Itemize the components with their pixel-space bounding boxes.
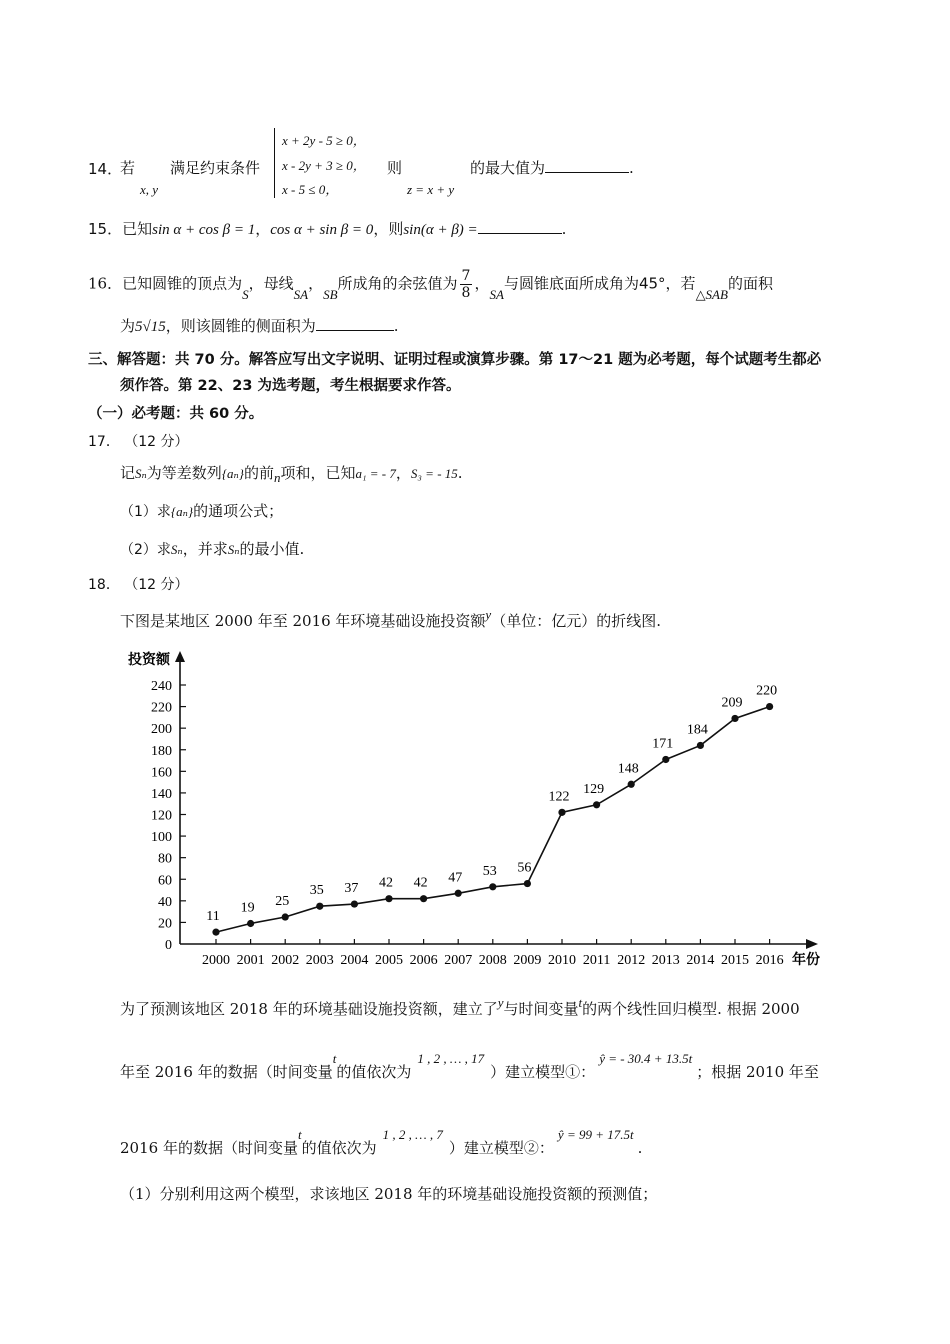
data-point: [766, 703, 773, 710]
data-point: [558, 809, 565, 816]
q14-ruo: 若: [120, 159, 136, 177]
y-tick-label: 0: [165, 938, 172, 953]
x-tick-label: 2012: [617, 953, 646, 968]
y-axis-arrow: [175, 651, 185, 662]
data-point: [420, 895, 427, 902]
data-label: 35: [309, 883, 324, 899]
x-tick-label: 2011: [582, 953, 611, 968]
q16-answer-blank: [316, 316, 394, 331]
data-label: 37: [344, 881, 359, 897]
data-label: 122: [548, 789, 570, 805]
x-tick-label: 2013: [651, 953, 680, 968]
q16-line-2: 为5√15，则该圆锥的侧面积为 .: [120, 317, 399, 335]
q18-para-1: 为了预测该地区 2018 年的环境基础设施投资额，建立了y与时间变量t的两个线性回归模型. 根据 2000: [120, 995, 800, 1018]
x-tick-label: 2000: [202, 953, 230, 968]
y-tick-label: 240: [151, 679, 172, 694]
x-tick-label: 2016: [755, 953, 784, 968]
q14-number: 14．: [88, 160, 123, 178]
data-label: 11: [206, 909, 220, 925]
q17-part-2: （2）求Sₙ，并求Sₙ的最小值.: [120, 540, 305, 558]
y-tick-label: 160: [151, 765, 172, 781]
x-axis-arrow: [806, 939, 818, 949]
q18-intro: 下图是某地区 2000 年至 2016 年环境基础设施投资额y（单位：亿元）的折线图.: [120, 607, 661, 630]
x-tick-label: 2001: [236, 953, 265, 968]
y-tick-label: 180: [151, 743, 172, 759]
data-label: 184: [686, 722, 708, 738]
data-label: 209: [721, 695, 743, 711]
data-point: [489, 883, 496, 890]
data-label: 19: [240, 900, 255, 916]
q16-line-1: 16．已知圆锥的顶点为S，母线SA，SB所成角的余弦值为 $\frac{7}{8}$ ，SA与圆锥底面所成角为45°，若△SAB的面积: [88, 268, 773, 302]
x-tick-label: 2005: [375, 953, 403, 968]
q14-vars: x, y: [140, 182, 159, 197]
y-tick-label: 120: [151, 808, 172, 824]
data-label: 42: [379, 875, 393, 891]
y-tick-label: 140: [151, 786, 172, 802]
q16-fraction: $\frac{7}{8}$: [461, 268, 471, 301]
q18-para-2: 年至 2016 年的数据（时间变量t的值依次为1 , 2 , … , 17）建立模型①：ŷ = - 30.4 + 13.5t；根据 2010 年至: [120, 1051, 819, 1081]
q17-part-1: （1）求{aₙ}的通项公式；: [120, 502, 284, 520]
q14-objective: z = x + y: [407, 182, 455, 197]
data-label: 129: [583, 781, 605, 797]
data-point: [662, 756, 669, 763]
section3-line-2: 须作答。第 22、23 为选考题，考生根据要求作答。: [120, 378, 461, 394]
q18-head: 18． （12 分）: [88, 577, 189, 593]
data-label: 47: [448, 870, 463, 886]
q14-tail: 的最大值为 .: [470, 159, 634, 177]
data-point: [316, 903, 323, 910]
y-tick-label: 60: [158, 873, 172, 889]
x-tick-label: 2010: [548, 953, 576, 968]
q15-answer-blank: [478, 219, 562, 234]
q17-head: 17． （12 分）: [88, 434, 189, 450]
q14-constraint-3: x - 5 ≤ 0，: [282, 182, 339, 197]
y-tick-label: 80: [158, 851, 172, 867]
x-tick-label: 2007: [444, 953, 473, 968]
q17-statement: 记Sₙ为等差数列{aₙ}的前n项和，已知a₁ = - 7，S₃ = - 15.: [120, 464, 463, 485]
q14-ze: 则: [387, 159, 403, 177]
data-point: [247, 920, 254, 927]
data-point: [455, 890, 462, 897]
y-tick-label: 200: [151, 722, 172, 738]
x-tick-label: 2004: [340, 953, 369, 968]
data-point: [628, 781, 635, 788]
data-label: 56: [517, 860, 532, 876]
q14-brace: [274, 128, 275, 198]
x-tick-label: 2015: [721, 953, 749, 968]
data-label: 148: [617, 761, 639, 777]
x-axis-title: 年份: [792, 953, 820, 968]
data-label: 171: [652, 736, 674, 752]
section3-sub: （一）必考题：共 60 分。: [88, 406, 264, 422]
data-label: 25: [275, 894, 290, 910]
q14-cond-label: 满足约束条件: [170, 159, 261, 177]
q14-answer-blank: [545, 158, 629, 173]
x-tick-label: 2008: [478, 953, 507, 968]
data-point: [697, 742, 704, 749]
y-tick-label: 220: [151, 700, 172, 716]
data-label: 42: [413, 875, 428, 891]
data-point: [524, 880, 531, 887]
section3-line-1: 三、解答题：共 70 分。解答应写出文字说明、证明过程或演算步骤。第 17～21 题为必考题，每个试题考生都必: [88, 352, 822, 368]
x-tick-label: 2002: [271, 953, 300, 968]
q18-para-3: 2016 年的数据（时间变量t的值依次为1 , 2 , … , 7）建立模型②：ŷ = 99 + 17.5t.: [120, 1127, 643, 1157]
x-tick-label: 2014: [686, 953, 715, 968]
data-point: [282, 913, 289, 920]
series-line: [216, 707, 770, 933]
q15-line: 15．已知sin α + cos β = 1，cos α + sin β = 0，则sin(α + β) = .: [88, 220, 567, 238]
y-tick-label: 40: [158, 894, 172, 910]
data-point: [731, 715, 738, 722]
y-tick-label: 100: [151, 830, 172, 846]
data-point: [212, 929, 219, 936]
data-point: [593, 801, 600, 808]
y-axis-title: 投资额: [128, 653, 170, 668]
y-tick-label: 20: [158, 916, 172, 932]
q14-constraint-2: x - 2y + 3 ≥ 0，: [282, 158, 366, 173]
x-tick-label: 2009: [513, 953, 542, 968]
investment-line-chart: [120, 645, 840, 975]
data-label: 220: [756, 683, 778, 699]
q18-sub-1: （1）分别利用这两个模型，求该地区 2018 年的环境基础设施投资额的预测值；: [120, 1185, 658, 1203]
x-tick-label: 2006: [409, 953, 438, 968]
data-point: [385, 895, 392, 902]
x-tick-label: 2003: [305, 953, 334, 968]
data-point: [351, 900, 358, 907]
data-label: 53: [482, 863, 497, 879]
q14-constraint-1: x + 2y - 5 ≥ 0，: [282, 133, 366, 148]
